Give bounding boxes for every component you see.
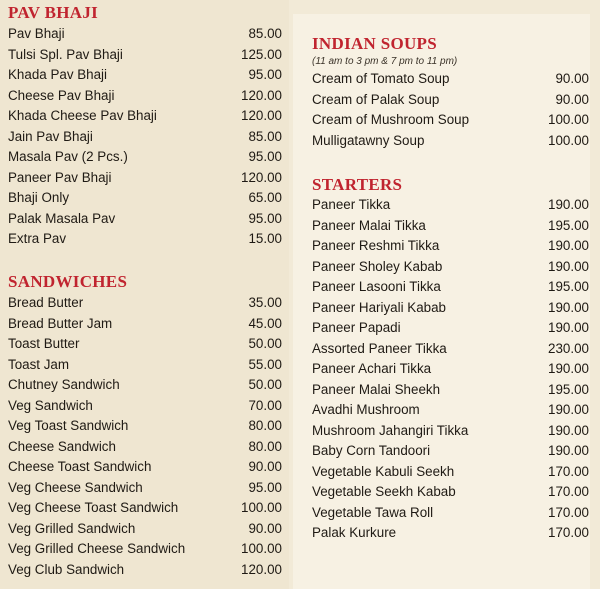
menu-item-row bbox=[312, 503, 589, 524]
menu-item-name: Paneer Reshmi Tikka bbox=[312, 238, 440, 253]
menu-item-row bbox=[8, 314, 282, 335]
menu-item-row bbox=[8, 168, 282, 189]
menu-item-price: 190.00 bbox=[548, 361, 589, 376]
menu-item-price: 45.00 bbox=[248, 315, 282, 331]
menu-item-row bbox=[312, 298, 589, 319]
menu-item-row bbox=[312, 110, 589, 131]
pav-bhaji-list bbox=[8, 24, 282, 250]
menu-item-price: 195.00 bbox=[548, 381, 589, 397]
menu-item-name: Cheese Pav Bhaji bbox=[8, 87, 115, 103]
menu-item-name: Khada Pav Bhaji bbox=[8, 67, 108, 82]
menu-item-row bbox=[312, 195, 589, 216]
menu-item-name: Chutney Sandwich bbox=[8, 377, 120, 392]
menu-item-name: Veg Grilled Cheese Sandwich bbox=[8, 541, 186, 556]
menu-item-name: Tulsi Spl. Pav Bhaji bbox=[8, 46, 123, 62]
menu-item-row bbox=[8, 416, 282, 437]
menu-item-row bbox=[8, 65, 282, 86]
menu-item-price: 120.00 bbox=[241, 561, 282, 577]
menu-item-price: 170.00 bbox=[548, 504, 589, 520]
menu-item-name: Paneer Hariyali Kabab bbox=[312, 299, 446, 315]
menu-item-price: 100.00 bbox=[548, 132, 589, 148]
menu-item-row bbox=[312, 359, 589, 380]
menu-item-row bbox=[312, 523, 589, 544]
menu-item-row bbox=[312, 69, 589, 90]
menu-item-price: 80.00 bbox=[248, 418, 282, 433]
menu-item-name: Veg Club Sandwich bbox=[8, 561, 125, 577]
section-heading-indian-soups: INDIAN SOUPS bbox=[312, 34, 437, 53]
menu-item-price: 95.00 bbox=[248, 149, 282, 164]
menu-item-row bbox=[8, 209, 282, 230]
menu-item-price: 190.00 bbox=[548, 258, 589, 274]
menu-item-price: 85.00 bbox=[248, 128, 282, 144]
menu-item-price: 170.00 bbox=[548, 463, 589, 479]
menu-item-row bbox=[8, 334, 282, 355]
menu-item-row bbox=[312, 339, 589, 360]
menu-item-price: 90.00 bbox=[555, 91, 589, 107]
menu-item-row bbox=[312, 462, 589, 483]
menu-item-row bbox=[8, 519, 282, 540]
menu-item-name: Baby Corn Tandoori bbox=[312, 443, 431, 458]
menu-item-row bbox=[312, 380, 589, 401]
menu-item-price: 190.00 bbox=[548, 443, 589, 458]
menu-item-row bbox=[8, 498, 282, 519]
menu-item-price: 190.00 bbox=[548, 299, 589, 315]
menu-item-price: 125.00 bbox=[241, 46, 282, 62]
menu-item-row bbox=[8, 478, 282, 499]
menu-item-name: Veg Cheese Sandwich bbox=[8, 479, 143, 495]
menu-item-name: Palak Masala Pav bbox=[8, 210, 116, 226]
menu-item-price: 90.00 bbox=[248, 459, 282, 474]
menu-item-price: 120.00 bbox=[241, 87, 282, 103]
starters-list bbox=[312, 195, 589, 544]
menu-item-name: Cream of Mushroom Soup bbox=[312, 112, 470, 127]
menu-item-name: Paneer Pav Bhaji bbox=[8, 169, 112, 185]
soups-timing-note: (11 am to 3 pm & 7 pm to 11 pm) bbox=[312, 56, 458, 67]
menu-item-name: Vegetable Seekh Kabab bbox=[312, 484, 456, 499]
sandwiches-list bbox=[8, 293, 282, 580]
menu-item-price: 15.00 bbox=[248, 231, 282, 246]
menu-item-row bbox=[8, 396, 282, 417]
menu-item-price: 50.00 bbox=[248, 377, 282, 392]
menu-item-price: 230.00 bbox=[548, 340, 589, 356]
menu-item-row bbox=[8, 86, 282, 107]
menu-item-price: 65.00 bbox=[248, 190, 282, 205]
menu-item-name: Avadhi Mushroom bbox=[312, 402, 420, 417]
menu-item-price: 170.00 bbox=[548, 484, 589, 499]
menu-item-row bbox=[312, 131, 589, 152]
section-heading-sandwiches: SANDWICHES bbox=[8, 272, 128, 291]
menu-item-price: 100.00 bbox=[241, 541, 282, 556]
menu-item-price: 95.00 bbox=[248, 210, 282, 226]
menu-item-name: Vegetable Kabuli Seekh bbox=[312, 463, 455, 479]
section-heading-pav-bhaji: PAV BHAJI bbox=[8, 3, 99, 22]
menu-item-name: Cream of Palak Soup bbox=[312, 91, 440, 107]
menu-item-row bbox=[8, 375, 282, 396]
menu-item-name: Paneer Malai Sheekh bbox=[312, 381, 441, 397]
menu-item-price: 190.00 bbox=[548, 238, 589, 253]
menu-item-price: 90.00 bbox=[248, 520, 282, 536]
menu-item-row bbox=[8, 147, 282, 168]
menu-item-name: Bhaji Only bbox=[8, 190, 70, 205]
menu-item-row bbox=[8, 293, 282, 314]
menu-item-name: Toast Butter bbox=[8, 336, 80, 351]
menu-item-row bbox=[8, 106, 282, 127]
menu-item-row bbox=[8, 24, 282, 45]
menu-item-price: 90.00 bbox=[555, 71, 589, 86]
menu-item-price: 95.00 bbox=[248, 479, 282, 495]
menu-item-name: Veg Grilled Sandwich bbox=[8, 520, 136, 536]
menu-item-row bbox=[312, 421, 589, 442]
menu-item-row bbox=[8, 539, 282, 560]
menu-item-price: 50.00 bbox=[248, 336, 282, 351]
menu-item-price: 190.00 bbox=[548, 422, 589, 438]
section-heading-starters: STARTERS bbox=[312, 175, 403, 194]
menu-item-name: Vegetable Tawa Roll bbox=[312, 504, 434, 520]
menu-item-name: Paneer Sholey Kabab bbox=[312, 258, 443, 274]
menu-item-name: Mushroom Jahangiri Tikka bbox=[312, 422, 469, 438]
menu-item-price: 170.00 bbox=[548, 525, 589, 540]
menu-item-name: Bread Butter Jam bbox=[8, 315, 113, 331]
menu-item-price: 80.00 bbox=[248, 438, 282, 454]
menu-item-price: 55.00 bbox=[248, 356, 282, 372]
menu-item-name: Masala Pav (2 Pcs.) bbox=[8, 149, 128, 164]
menu-item-price: 190.00 bbox=[548, 320, 589, 335]
menu-item-price: 190.00 bbox=[548, 402, 589, 417]
menu-item-price: 95.00 bbox=[248, 67, 282, 82]
menu-item-name: Khada Cheese Pav Bhaji bbox=[8, 108, 157, 123]
menu-item-price: 195.00 bbox=[548, 217, 589, 233]
menu-item-name: Palak Kurkure bbox=[312, 525, 397, 540]
menu-item-name: Jain Pav Bhaji bbox=[8, 128, 93, 144]
menu-item-price: 120.00 bbox=[241, 169, 282, 185]
menu-item-name: Toast Jam bbox=[8, 356, 70, 372]
menu-item-name: Paneer Papadi bbox=[312, 320, 401, 335]
indian-soups-list bbox=[312, 69, 589, 151]
menu-item-price: 35.00 bbox=[248, 295, 282, 310]
menu-item-price: 70.00 bbox=[248, 397, 282, 413]
menu-item-name: Paneer Tikka bbox=[312, 197, 391, 212]
menu-item-name: Veg Cheese Toast Sandwich bbox=[8, 500, 179, 515]
menu-item-row bbox=[312, 441, 589, 462]
menu-item-name: Paneer Lasooni Tikka bbox=[312, 279, 441, 294]
menu-item-row bbox=[8, 560, 282, 581]
menu-item-name: Bread Butter bbox=[8, 295, 84, 310]
menu-item-name: Assorted Paneer Tikka bbox=[312, 340, 447, 356]
menu-item-name: Paneer Malai Tikka bbox=[312, 217, 426, 233]
menu-item-name: Pav Bhaji bbox=[8, 26, 65, 41]
menu-item-name: Extra Pav bbox=[8, 231, 67, 246]
menu-item-name: Cheese Sandwich bbox=[8, 438, 116, 454]
menu-item-price: 100.00 bbox=[548, 112, 589, 127]
menu-item-name: Cheese Toast Sandwich bbox=[8, 459, 152, 474]
menu-item-row bbox=[312, 236, 589, 257]
menu-item-price: 100.00 bbox=[241, 500, 282, 515]
menu-item-row bbox=[312, 216, 589, 237]
menu-item-row bbox=[8, 127, 282, 148]
menu-item-row bbox=[312, 277, 589, 298]
menu-item-row bbox=[312, 400, 589, 421]
menu-item-price: 195.00 bbox=[548, 279, 589, 294]
menu-item-name: Veg Sandwich bbox=[8, 397, 93, 413]
menu-item-row bbox=[312, 257, 589, 278]
menu-item-row bbox=[8, 188, 282, 209]
menu-item-name: Paneer Achari Tikka bbox=[312, 361, 432, 376]
menu-item-row bbox=[312, 318, 589, 339]
menu-item-row bbox=[312, 482, 589, 503]
menu-item-name: Mulligatawny Soup bbox=[312, 132, 425, 148]
menu-item-price: 190.00 bbox=[548, 197, 589, 212]
menu-item-price: 120.00 bbox=[241, 108, 282, 123]
menu-item-name: Cream of Tomato Soup bbox=[312, 71, 450, 86]
menu-item-row bbox=[312, 90, 589, 111]
menu-item-name: Veg Toast Sandwich bbox=[8, 418, 129, 433]
menu-item-row bbox=[8, 45, 282, 66]
menu-item-row bbox=[8, 355, 282, 376]
menu-item-row bbox=[8, 437, 282, 458]
menu-item-row bbox=[8, 229, 282, 250]
menu-item-price: 85.00 bbox=[248, 26, 282, 41]
menu-item-row bbox=[8, 457, 282, 478]
